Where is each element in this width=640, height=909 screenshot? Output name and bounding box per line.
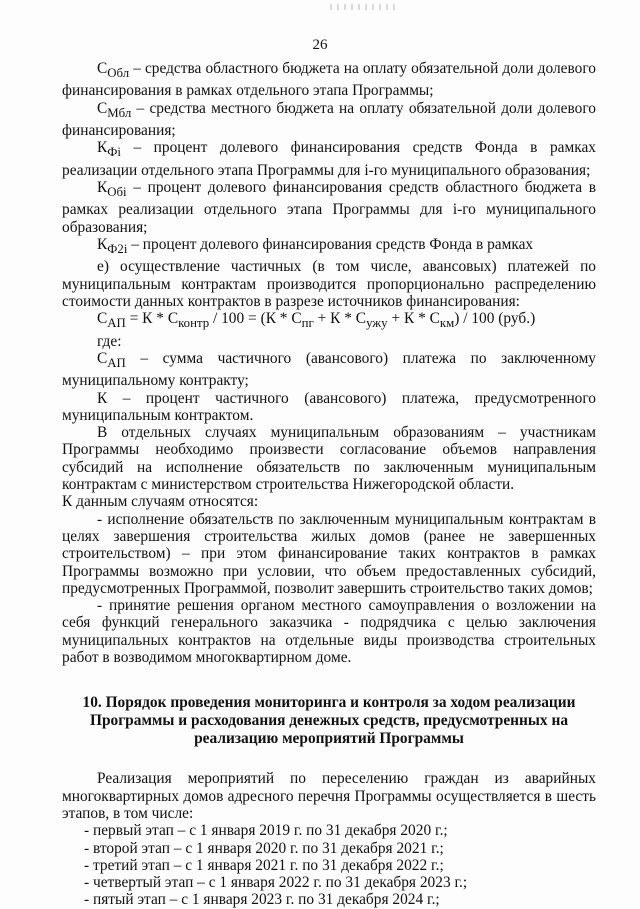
paragraph: $К_{Фi}$ – процент долевого финансирования средств Фонда в рамках реализации отдельного этапа Программы для i-го муниципального образования; — [62, 139, 596, 179]
paragraph: $С_{Мбл}$ – средства местного бюджета на оплату обязательной доли долевого финансирования; — [62, 99, 596, 140]
section-heading: 10. Порядок проведения мониторинга и контроля за ходом реализации Программы и расходования денежных средств, предусмотренных на реализацию мероприятий Программы — [82, 694, 576, 748]
stage-item: - второй этап – с 1 января 2020 г. по 31 декабря 2021 г.; — [84, 839, 444, 857]
paragraph: - принятие решения органом местного самоуправления о возложении на себя функций генерального заказчика - подрядчика с целью заключения муниципальных контрактов на отдельные виды производства строительных работ в возводимом многоквартирном доме. — [62, 597, 596, 667]
intro-paragraph: Реализация мероприятий по переселению граждан из аварийных многоквартирных домов адресного перечня Программы осуществляется в шесть этапов, в том числе: — [62, 770, 596, 822]
page-number: 26 — [312, 37, 328, 53]
scan-artifact — [330, 4, 400, 10]
paragraph: К данным случаям относятся: — [62, 493, 259, 511]
paragraph: где: — [97, 332, 122, 350]
stage-item: - пятый этап – с 1 января 2023 г. по 31 декабря 2024 г.; — [84, 891, 440, 909]
page-content — [62, 60, 596, 909]
paragraph: $С_{Обл}$ – средства областного бюджета на оплату обязательной доли долевого финансирования в рамках отдельного этапа Программы; — [62, 60, 596, 100]
paragraph: $С_{АП}$ – сумма частичного (авансового) платежа по заключенному муниципальному контракту; — [62, 349, 596, 390]
stage-item: - четвертый этап – с 1 января 2022 г. по 31 декабря 2023 г.; — [84, 874, 468, 892]
paragraph: В отдельных случаях муниципальным образованиям – участникам Программы необходимо произвести согласование объемов направления субсидий на исполнение обязательств по заключенным муниципальным контрактам с министерством строительства Нижегородской области. — [62, 424, 596, 494]
paragraph: е) осуществление частичных (в том числе, авансовых) платежей по муниципальным контрактам производится пропорционально распределению стоимости данных контрактов в разрезе источников финансирования: — [62, 258, 596, 310]
paragraph: К – процент частичного (авансового) платежа, предусмотренного муниципальным контрактом. — [62, 389, 596, 424]
stage-item: - первый этап – с 1 января 2019 г. по 31 декабря 2020 г.; — [84, 822, 448, 840]
paragraph: $К_{Обi}$ – процент долевого финансирования средств областного бюджета в рамках реализации отдельного этапа Программы для i-го муниципального образования; — [62, 179, 596, 236]
stage-item: - третий этап – с 1 января 2021 г. по 31 декабря 2022 г.; — [84, 856, 444, 874]
formula: $С_{АП} = К * С_{контр} / 100 = (К * С_{пг} + К * С_{ужу} + К * С_{км}) / 100$ (руб.) — [97, 310, 536, 331]
paragraph: $К_{Ф2i}$ – процент долевого финансирования средств Фонда в рамках — [97, 235, 534, 257]
paragraph: - исполнение обязательств по заключенным муниципальным контрактам в целях завершения строительства жилых домов (ранее не завершенных строительством) – при этом финансирование таких контрактов в рамках Программы возможно при условии, что объем предоставленных субсидий, предусмотренных Программой, позволит завершить строительство таких домов; — [62, 510, 596, 597]
